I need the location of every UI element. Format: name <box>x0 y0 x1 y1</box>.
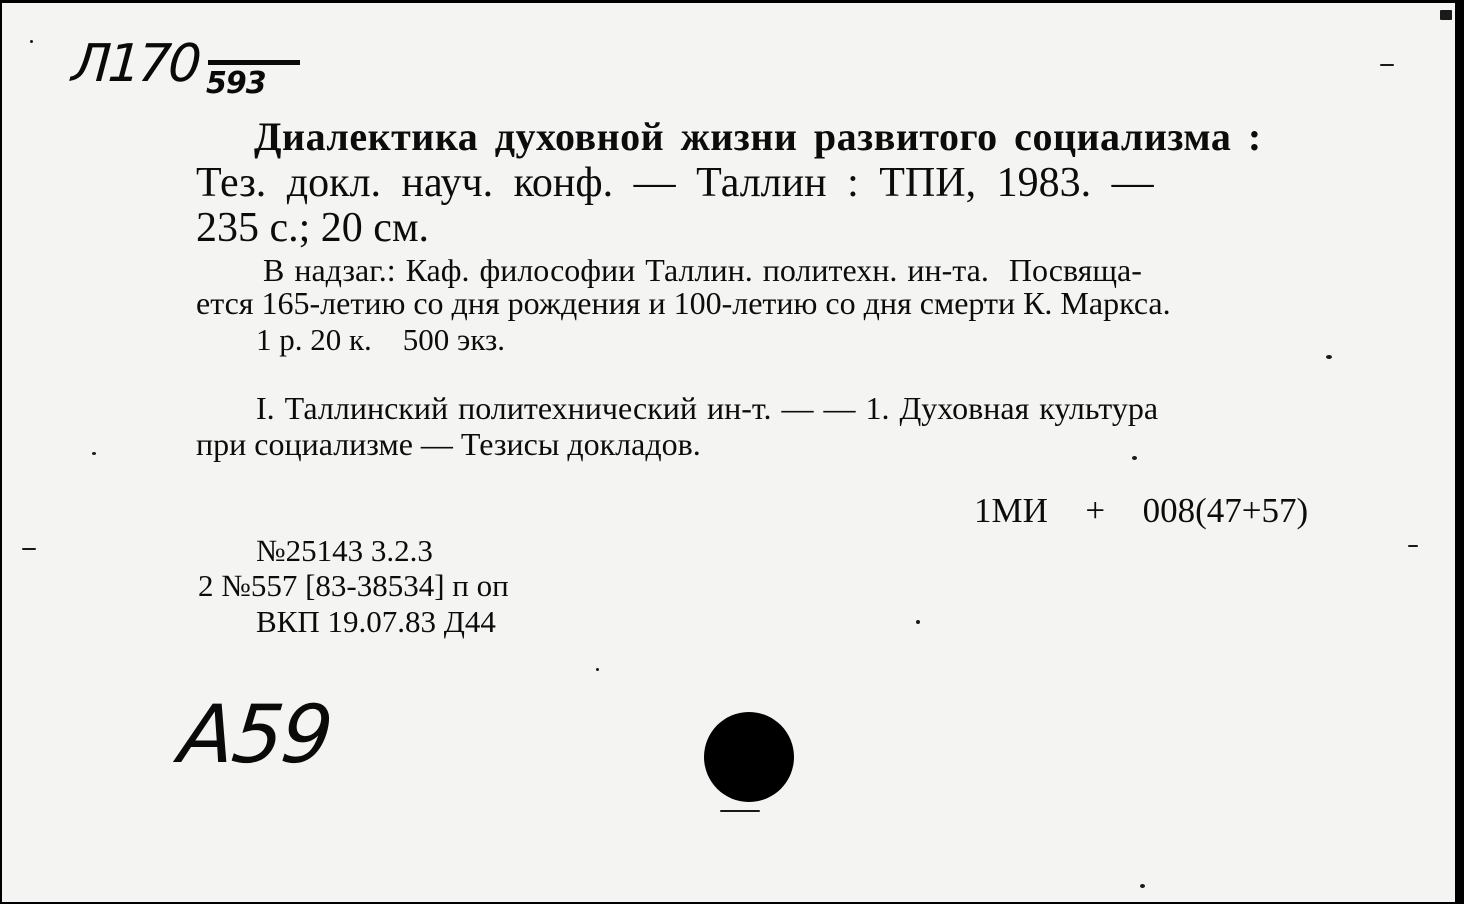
handwritten-number: А59 <box>175 688 336 781</box>
control-number-line-3: ВКП 19.07.83 Д44 <box>256 604 496 639</box>
control-number-line-2: 2 №557 [83-38534] п оп <box>198 568 509 603</box>
control-number-line-1: №25143 3.2.3 <box>256 533 433 568</box>
card-right-border <box>1455 0 1464 904</box>
book-title: Диалектика духовной жизни развитого социализма : <box>254 114 1262 159</box>
publication-info: Тез. докл. науч. конф. — Таллин : ТПИ, 1983. — <box>196 160 1154 206</box>
price-and-print-run: 1 р. 20 к. 500 экз. <box>256 322 506 357</box>
shelf-mark-rule <box>208 60 300 65</box>
scan-speck <box>1440 10 1452 20</box>
note-line-2: ется 165-летию со дня рождения и 100-летию со дня смерти К. Маркса. <box>196 285 1171 321</box>
scan-speck <box>1132 456 1137 460</box>
classification-code: 1МИ + 008(47+57) <box>974 491 1309 530</box>
tracing-line-2: при социализме — Тезисы докладов. <box>196 426 701 462</box>
scan-speck <box>1326 355 1332 359</box>
scan-speck <box>1380 64 1394 66</box>
card-left-border <box>0 0 2 904</box>
scan-speck <box>916 620 920 624</box>
scan-speck <box>720 810 760 812</box>
scan-speck <box>30 40 33 43</box>
scan-speck <box>596 668 599 671</box>
scan-speck <box>1140 884 1145 888</box>
shelf-mark: Л170 <box>69 34 201 94</box>
scan-speck <box>1408 545 1418 547</box>
note-line-1: В надзаг.: Каф. философии Таллин. политехн. ин-та. Посвяща- <box>263 252 1142 288</box>
scan-speck <box>22 548 36 550</box>
tracing-line-1: I. Таллинский политехнический ин-т. — — 1. Духовная культура <box>256 390 1159 426</box>
card-top-border <box>0 0 1464 3</box>
physical-description: 235 с.; 20 см. <box>196 205 430 251</box>
shelf-mark-sub: 593 <box>206 66 266 101</box>
scan-speck <box>92 452 96 455</box>
punch-hole <box>704 712 794 802</box>
